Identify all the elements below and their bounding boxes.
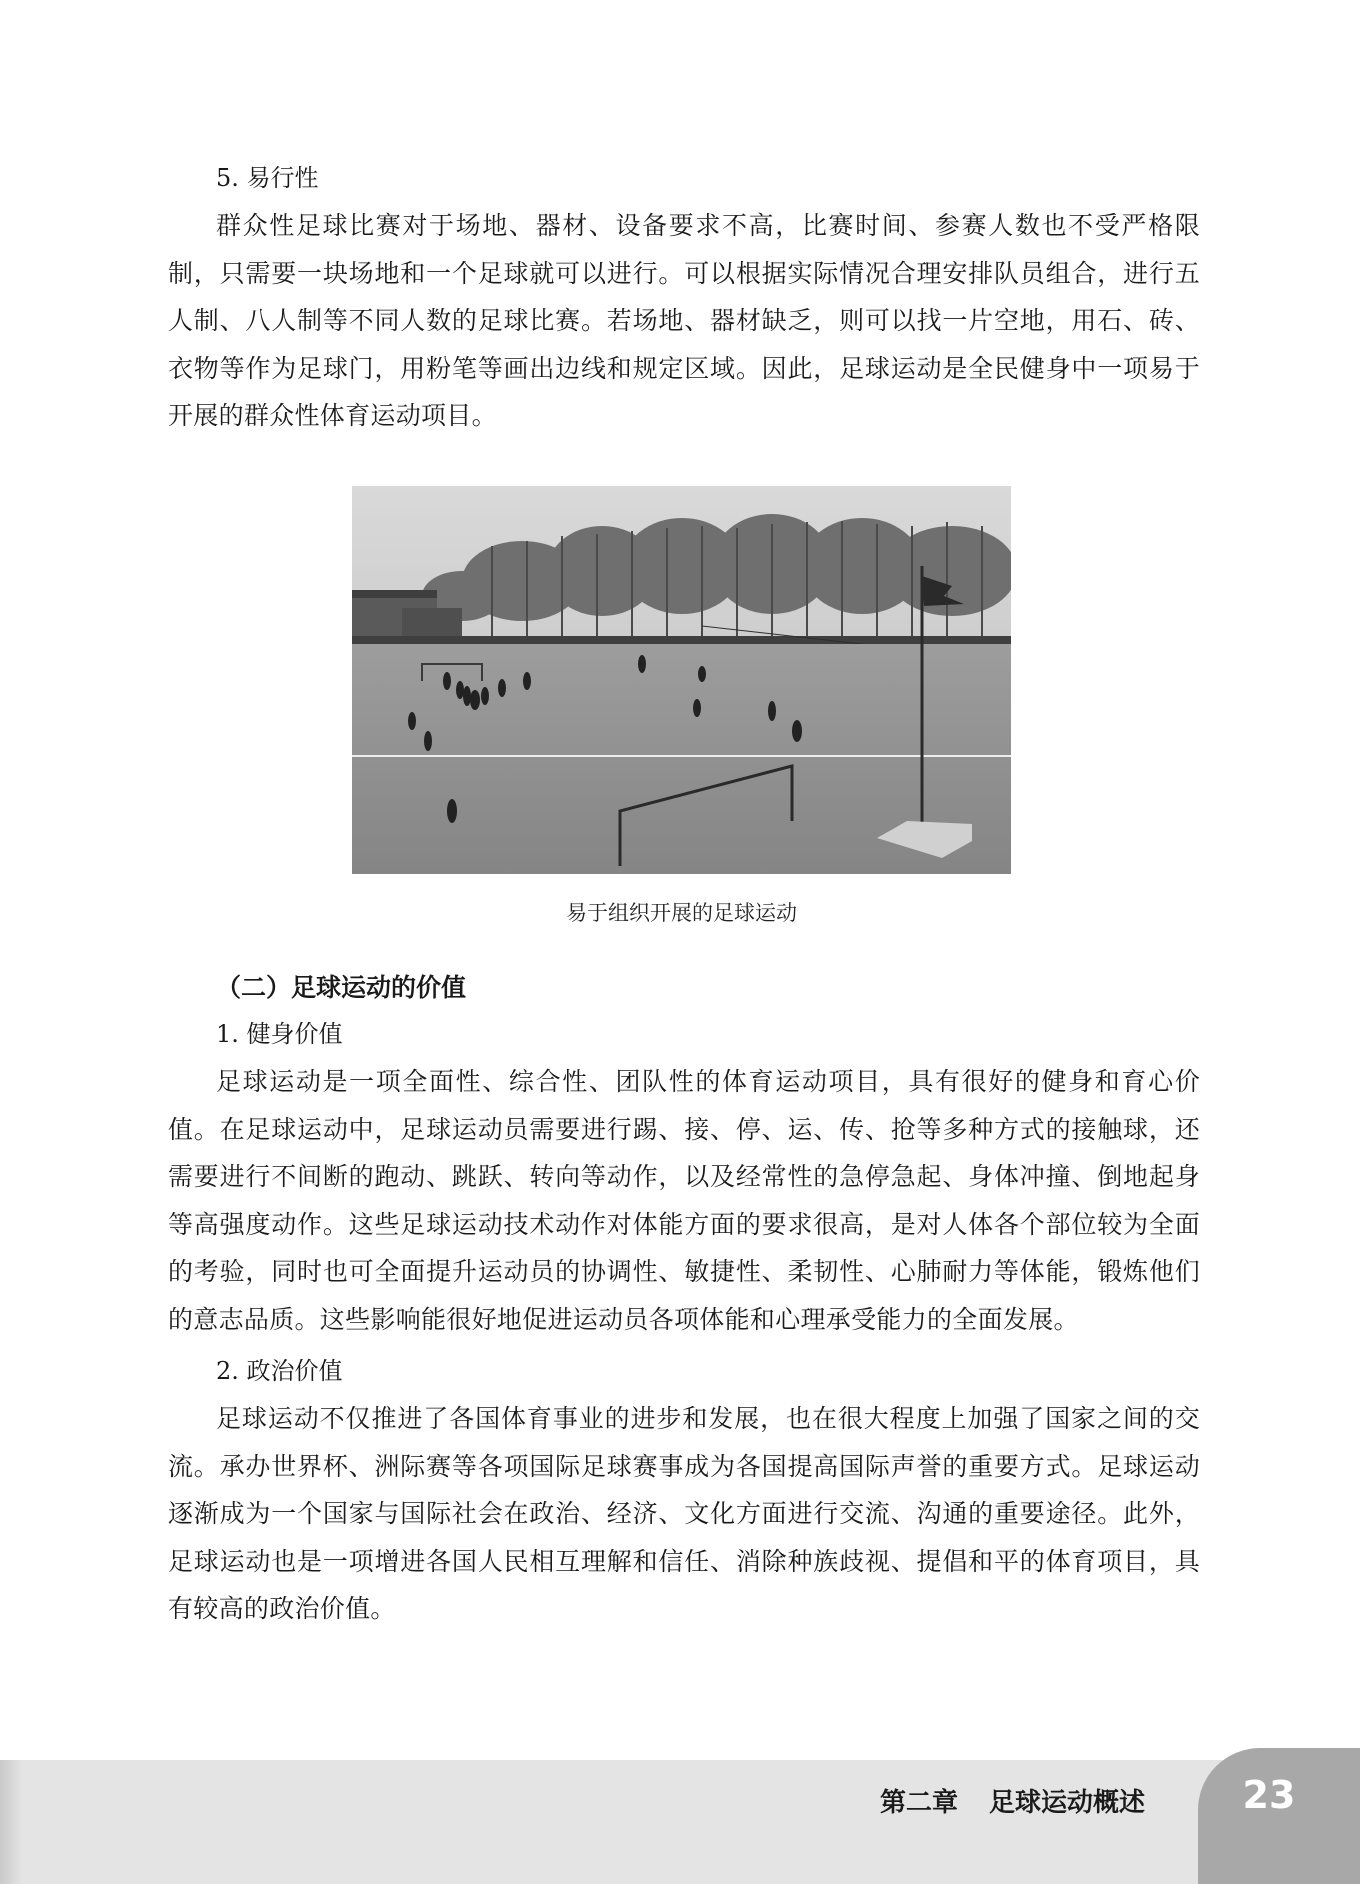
political-value-heading: 2. 政治价值	[216, 1357, 343, 1385]
section-5-paragraph: 群众性足球比赛对于场地、器材、设备要求不高，比赛时间、参赛人数也不受严格限制，只需要一块场地和一个足球就可以进行。可以根据实际情况合理安排队员组合，进行五人制、八人制等不同人数的足球比赛。若场地、器材缺乏，则可以找一片空地，用石、砖、衣物等作为足球门，用粉笔等画出边线和规定区域。因此，足球运动是全民健身中一项易于开展的群众性体育运动项目。	[168, 211, 1200, 430]
section-value-heading: （二）足球运动的价值	[216, 973, 467, 1002]
chapter-title: 第二章 足球运动概述	[880, 1788, 1146, 1818]
fitness-value-paragraph: 足球运动是一项全面性、综合性、团队性的体育运动项目，具有很好的健身和育心价值。在足球运动中，足球运动员需要进行踢、接、停、运、传、抢等多种方式的接触球，还需要进行不间断的跑动、跳跃、转向等动作，以及经常性的急停急起、身体冲撞、倒地起身等高强度动作。这些足球运动技术动作对体能方面的要求很高，是对人体各个部位较为全面的考验，同时也可全面提升运动员的协调性、敏捷性、柔韧性、心肺耐力等体能，锻炼他们的意志品质。这些影响能很好地促进运动员各项体能和心理承受能力的全面发展。	[168, 1067, 1200, 1334]
photo-illustration	[352, 486, 1011, 874]
political-value-paragraph: 足球运动不仅推进了各国体育事业的进步和发展，也在很大程度上加强了国家之间的交流。承办世界杯、洲际赛等各项国际足球赛事成为各国提高国际声誉的重要方式。足球运动逐渐成为一个国家与国际社会在政治、经济、文化方面进行交流、沟通的重要途径。此外，足球运动也是一项增进各国人民相互理解和信任、消除种族歧视、提倡和平的体育项目，具有较高的政治价值。	[168, 1404, 1200, 1623]
footer-edge-shadow	[0, 1760, 22, 1884]
page-number: 23	[1242, 1773, 1296, 1817]
football-field-photo	[352, 486, 1011, 874]
footer-band	[0, 1760, 1360, 1884]
fitness-value-heading: 1. 健身价值	[216, 1020, 343, 1048]
section-5-heading: 5. 易行性	[216, 164, 319, 192]
figure-caption: 易于组织开展的足球运动	[566, 901, 797, 925]
